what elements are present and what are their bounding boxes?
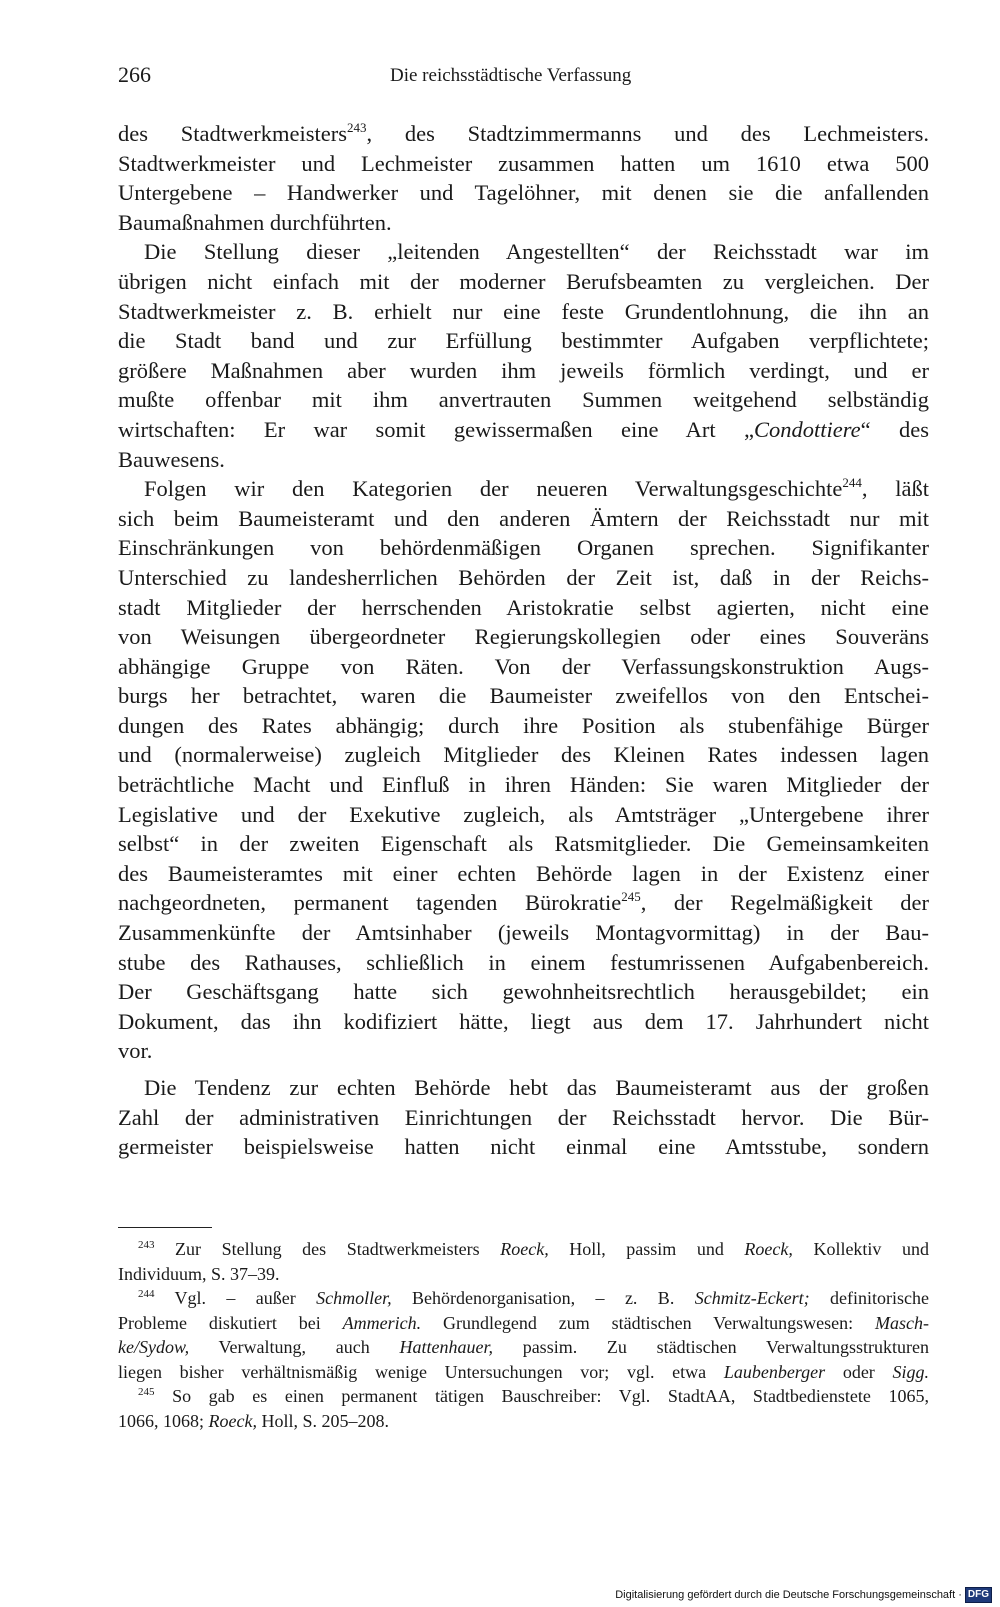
- body-line: mußte offenbar mit ihm anvertrauten Summen weitgehend selbständig: [118, 387, 929, 413]
- footnote-line: liegen bisher verhältnismäßig wenige Untersuchungen vor; vgl. etwa Laubenberger oder Sigg.: [118, 1361, 929, 1382]
- credit-text: Digitalisierung gefördert durch die Deutsche Forschungsgemeinschaft ·: [615, 1589, 962, 1601]
- footnote-line: Individuum, S. 37–39.: [118, 1263, 280, 1284]
- body-text: [118, 119, 929, 1162]
- body-line: abhängige Gruppe von Räten. Von der Verfassungskonstruktion Augs-: [118, 653, 929, 679]
- body-line: größere Maßnahmen aber wurden ihm jeweils förmlich verdingt, und er: [118, 357, 929, 383]
- footnote-245: $^{245}$ So gab es einen permanent tätigen Bauschreiber: Vgl. StadtAA, Stadtbedienstete 1065,: [138, 1386, 929, 1406]
- footnote-243: $^{243}$ Zur Stellung des Stadtwerkmeisters Roeck, Holl, passim und Roeck, Kollektiv und: [138, 1239, 929, 1259]
- body-line: Zusammenkünfte der Amtsinhaber (jeweils Montagvormittag) in der Bau-: [118, 920, 929, 946]
- footnote-ref-244[interactable]: 244: [842, 475, 862, 491]
- body-line: beträchtliche Macht und Einfluß in ihren Händen: Sie waren Mitglieder der: [118, 772, 929, 798]
- body-line: Legislative und der Exekutive zugleich, als Amtsträger „Untergebene ihrer: [118, 801, 929, 827]
- body-line: burgs her betrachtet, waren die Baumeister zweifellos von den Entschei-: [118, 683, 929, 709]
- body-line: Die Stellung dieser „leitenden Angestellten“ der Reichsstadt war im: [144, 239, 929, 265]
- running-head: Die reichsstädtische Verfassung: [390, 65, 632, 86]
- footnote-line: ke/Sydow, Verwaltung, auch Hattenhauer, passim. Zu städtischen Verwaltungsstrukturen: [118, 1337, 929, 1357]
- body-line: übrigen nicht einfach mit der moderner Berufsbeamten zu vergleichen. Der: [118, 268, 929, 294]
- body-line: nachgeordneten, permanent tagenden Bürokratie$^{245}$, der Regelmäßigkeit der: [118, 889, 929, 916]
- body-line: des Baumeisteramtes mit einer echten Behörde lagen in der Existenz einer: [118, 860, 929, 886]
- body-line: Die Tendenz zur echten Behörde hebt das Baumeisteramt aus der großen: [144, 1075, 929, 1100]
- body-line: vor.: [118, 1038, 153, 1064]
- body-line: Zahl der administrativen Einrichtungen der Reichsstadt hervor. Die Bür-: [118, 1104, 929, 1130]
- body-line: Unterschied zu landesherrlichen Behörden der Zeit ist, daß in der Reichs-: [118, 564, 929, 590]
- body-line: stube des Rathauses, schließlich in einem festumrissenen Aufgabenbereich.: [118, 949, 929, 975]
- footnotes: [118, 1237, 929, 1433]
- body-line: Stadtwerkmeister z. B. erhielt nur eine feste Grundentlohnung, die ihn an: [118, 298, 929, 324]
- body-line: germeister beispielsweise hatten nicht einmal eine Amtsstube, sondern: [118, 1134, 929, 1160]
- body-line: Der Geschäftsgang hatte sich gewohnheitsrechtlich herausgebildet; ein: [118, 979, 929, 1005]
- body-line: Einschränkungen von behördenmäßigen Organen sprechen. Signifikanter: [118, 535, 929, 561]
- dfg-logo-icon: DFG: [965, 1587, 992, 1603]
- body-line: Bauwesens.: [118, 446, 225, 472]
- page-number: 266: [118, 62, 151, 87]
- body-line: von Weisungen übergeordneter Regierungskollegien oder eines Souveräns: [118, 624, 929, 650]
- footnote-ref-245[interactable]: 245: [621, 889, 641, 905]
- body-line: sich beim Baumeisteramt und den anderen Ämtern der Reichsstadt nur mit: [118, 505, 929, 531]
- footnote-ref-243[interactable]: 243: [346, 120, 367, 135]
- body-line: die Stadt band und zur Erfüllung bestimmter Aufgaben verpflichtete;: [118, 328, 929, 354]
- footnote-line: 1066, 1068; Roeck, Holl, S. 205–208.: [118, 1410, 389, 1431]
- body-line: dungen des Rates abhängig; durch ihre Position als stubenfähige Bürger: [118, 712, 929, 738]
- footnote-divider: [118, 1227, 212, 1228]
- body-line: und (normalerweise) zugleich Mitglieder des Kleinen Rates indessen lagen: [118, 742, 929, 768]
- body-line: Untergebene – Handwerker und Tagelöhner, mit denen sie die anfallenden: [118, 180, 929, 206]
- body-line: stadt Mitglieder der herrschenden Aristokratie selbst agierten, nicht eine: [118, 594, 929, 620]
- digitization-credit: [615, 1587, 992, 1603]
- body-line: wirtschaften: Er war somit gewissermaßen eine Art „Condottiere“ des: [118, 416, 929, 442]
- body-line: Folgen wir den Kategorien der neueren Verwaltungsgeschichte$^{244}$, läßt: [144, 475, 929, 502]
- body-line: Stadtwerkmeister und Lechmeister zusammen hatten um 1610 etwa 500: [118, 150, 929, 176]
- body-line: des Stadtwerkmeisters$^{243}$, des Stadtzimmermanns und des Lechmeisters.: [118, 120, 929, 146]
- body-line: Dokument, das ihn kodifiziert hätte, liegt aus dem 17. Jahrhundert nicht: [118, 1008, 929, 1034]
- footnote-line: Probleme diskutiert bei Ammerich. Grundlegend zum städtischen Verwaltungswesen: Masch-: [118, 1312, 929, 1333]
- body-line: Baumaßnahmen durchführten.: [118, 209, 392, 235]
- body-line: selbst“ in der zweiten Eigenschaft als Ratsmitglieder. Die Gemeinsamkeiten: [118, 831, 929, 857]
- footnote-244: $^{244}$ Vgl. – außer Schmoller, Behördenorganisation, – z. B. Schmitz-Eckert; definitorische: [138, 1288, 929, 1308]
